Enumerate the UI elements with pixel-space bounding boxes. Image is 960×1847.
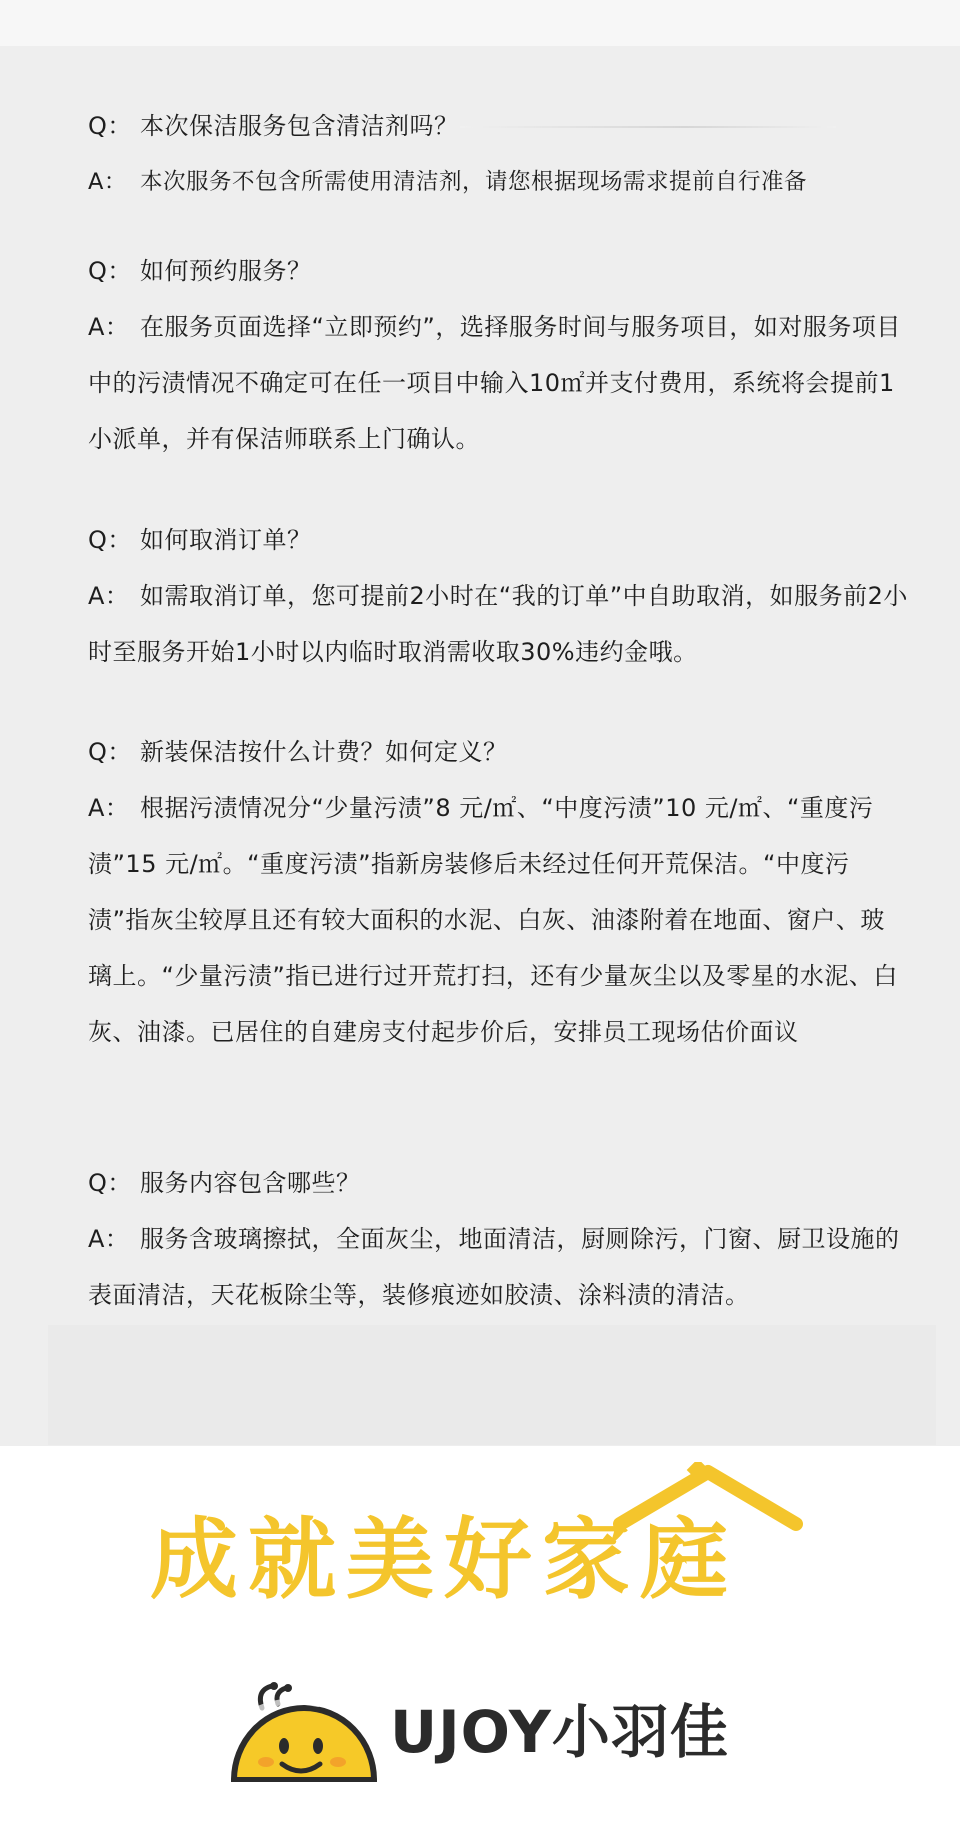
- faq-question: [88, 1155, 908, 1211]
- panel-bottom-block: [48, 1325, 936, 1445]
- question-text: 新装保洁按什么计费？如何定义？: [140, 738, 508, 766]
- answer-text: 根据污渍情况分“少量污渍”8 元/㎡、“中度污渍”10 元/㎡、“重度污渍”15 元/㎡。“重度污渍”指新房装修后未经过任何开荒保洁。“中度污渍”指灰尘较厚且还有较大面积的水泥、白灰、油漆附着在地面、窗户、玻璃上。“少量污渍”指已进行过开荒打扫，还有少量灰尘以及零星的水泥、白灰、油漆。已居住的自建房支付起步价后，安排员工现场估价面议: [88, 794, 898, 1046]
- faq-answer: [88, 568, 908, 680]
- q-prefix: Q：: [88, 257, 132, 285]
- q-prefix: Q：: [88, 526, 132, 554]
- mascot-face-icon: [222, 1682, 386, 1782]
- q-prefix: Q：: [88, 738, 132, 766]
- answer-text: 如需取消订单，您可提前2小时在“我的订单”中自助取消，如服务前2小时至服务开始1小时以内临时取消需收取30%违约金哦。: [88, 582, 908, 666]
- question-text: 如何取消订单？: [140, 526, 312, 554]
- a-prefix: A：: [88, 582, 130, 610]
- brand-name: UJOY小羽佳: [390, 1698, 729, 1766]
- question-text: 本次保洁服务包含清洁剂吗？: [140, 112, 459, 140]
- faq-item-service-scope: [88, 1155, 908, 1323]
- faq-question: [88, 512, 908, 568]
- faq-item-cleaning-agent: [88, 98, 908, 210]
- faq-answer: [88, 1211, 908, 1323]
- faq-item-pricing: [88, 724, 908, 1060]
- q-prefix: Q：: [88, 1169, 132, 1197]
- faq-answer: [88, 154, 908, 210]
- a-prefix: A：: [88, 794, 130, 822]
- faq-question: [88, 243, 908, 299]
- question-text: 服务内容包含哪些？: [140, 1169, 361, 1197]
- question-text: 如何预约服务？: [140, 257, 312, 285]
- answer-text: 本次服务不包含所需使用清洁剂，请您根据现场需求提前自行准备: [140, 169, 808, 195]
- top-strip: [0, 0, 960, 46]
- a-prefix: A：: [88, 169, 127, 195]
- faq-question: [88, 724, 908, 780]
- faq-item-cancel: [88, 512, 908, 680]
- brand-logo: [222, 1672, 742, 1782]
- a-prefix: A：: [88, 313, 130, 341]
- answer-text: 在服务页面选择“立即预约”，选择服务时间与服务项目，如对服务项目中的污渍情况不确定可在任一项目中输入10㎡并支付费用，系统将会提前1小派单，并有保洁师联系上门确认。: [88, 313, 901, 453]
- faq-answer: [88, 299, 908, 467]
- answer-text: 服务含玻璃擦拭，全面灰尘，地面清洁，厨厕除污，门窗、厨卫设施的表面清洁，天花板除尘等，装修痕迹如胶渍、涂料渍的清洁。: [88, 1225, 900, 1309]
- a-prefix: A：: [88, 1225, 130, 1253]
- faq-question: [88, 98, 908, 154]
- slogan: 成就美好家庭: [150, 1508, 739, 1611]
- q-prefix: Q：: [88, 112, 132, 140]
- faq-answer: [88, 780, 908, 1060]
- faq-item-booking: [88, 243, 908, 467]
